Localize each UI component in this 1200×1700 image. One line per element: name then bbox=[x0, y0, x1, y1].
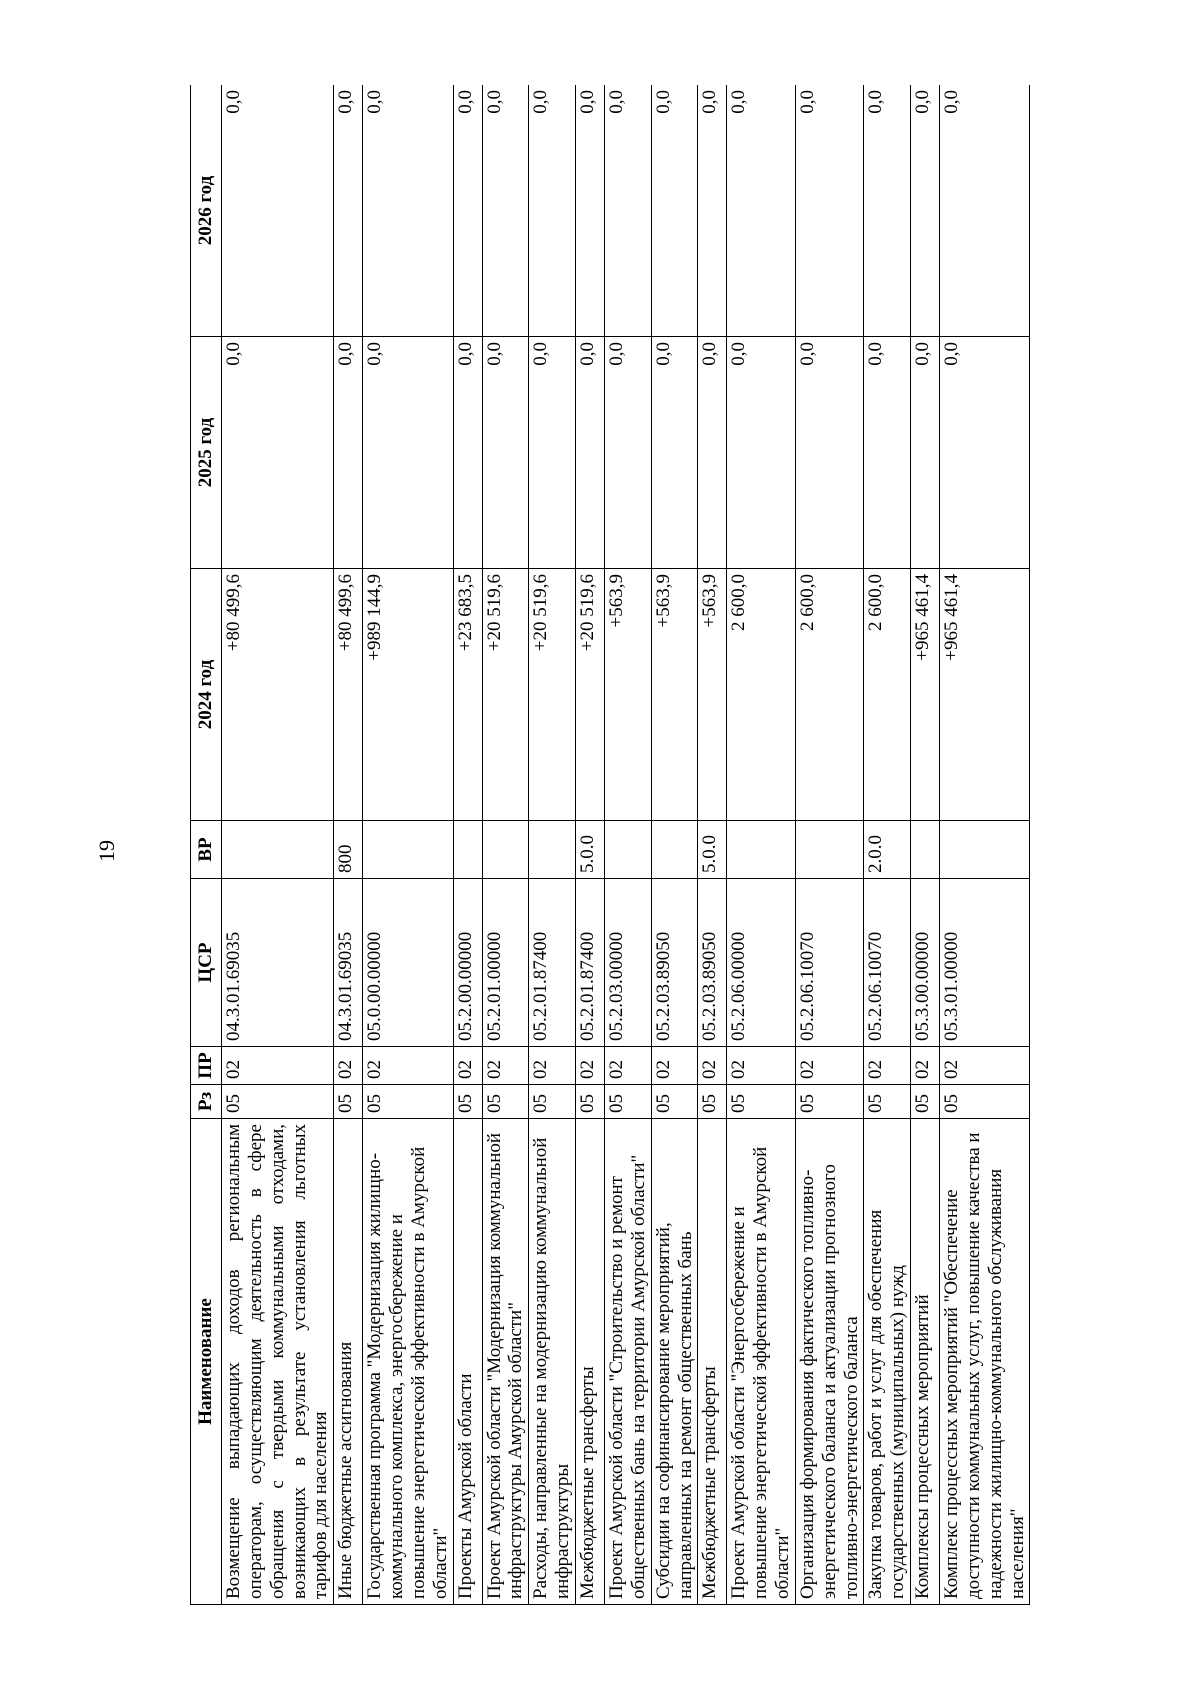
cell-rz: 05 bbox=[334, 1085, 363, 1119]
cell-2025: 0,0 bbox=[604, 337, 651, 569]
cell-csr: 04.3.01.69035 bbox=[222, 879, 334, 1047]
cell-name: Организация формирования фактического топливно-энергетического баланса и актуализации прогнозного топливно-энергетического баланса bbox=[795, 1119, 864, 1605]
cell-2024: +80 499,6 bbox=[334, 569, 363, 821]
cell-rz: 05 bbox=[453, 1085, 482, 1119]
table-row bbox=[864, 85, 911, 1605]
cell-2026: 0,0 bbox=[651, 85, 698, 337]
cell-csr: 05.2.03.89050 bbox=[651, 879, 698, 1047]
cell-rz: 05 bbox=[222, 1085, 334, 1119]
cell-2025: 0,0 bbox=[363, 337, 453, 569]
table-row bbox=[651, 85, 698, 1605]
cell-name: Государственная программа "Модернизация жилищно-коммунального комплекса, энергосбережение и повышение энергетической эффективности в Амурской области" bbox=[363, 1119, 453, 1605]
cell-2026: 0,0 bbox=[363, 85, 453, 337]
header-csr: ЦСР bbox=[191, 879, 222, 1047]
cell-2025: 0,0 bbox=[940, 337, 1030, 569]
cell-rz: 05 bbox=[575, 1085, 604, 1119]
cell-rz: 05 bbox=[940, 1085, 1030, 1119]
cell-2026: 0,0 bbox=[940, 85, 1030, 337]
cell-name: Иные бюджетные ассигнования bbox=[334, 1119, 363, 1605]
cell-2024: +563,9 bbox=[604, 569, 651, 821]
header-2026: 2026 год bbox=[191, 85, 222, 337]
cell-2024: 2 600,0 bbox=[727, 569, 796, 821]
cell-2025: 0,0 bbox=[222, 337, 334, 569]
header-pr: ПР bbox=[191, 1047, 222, 1085]
cell-vr: 800 bbox=[334, 821, 363, 879]
cell-2025: 0,0 bbox=[911, 337, 940, 569]
table-row bbox=[575, 85, 604, 1605]
cell-csr: 04.3.01.69035 bbox=[334, 879, 363, 1047]
cell-2026: 0,0 bbox=[334, 85, 363, 337]
cell-csr: 05.2.00.00000 bbox=[453, 879, 482, 1047]
cell-pr: 02 bbox=[482, 1047, 529, 1085]
cell-pr: 02 bbox=[575, 1047, 604, 1085]
table-row bbox=[363, 85, 453, 1605]
cell-2026: 0,0 bbox=[795, 85, 864, 337]
cell-pr: 02 bbox=[453, 1047, 482, 1085]
cell-2026: 0,0 bbox=[604, 85, 651, 337]
cell-2025: 0,0 bbox=[334, 337, 363, 569]
cell-name: Межбюджетные трансферты bbox=[698, 1119, 727, 1605]
cell-vr bbox=[363, 821, 453, 879]
cell-vr bbox=[453, 821, 482, 879]
cell-2025: 0,0 bbox=[453, 337, 482, 569]
cell-vr bbox=[222, 821, 334, 879]
cell-rz: 05 bbox=[604, 1085, 651, 1119]
table-header-row bbox=[191, 85, 222, 1605]
cell-2025: 0,0 bbox=[864, 337, 911, 569]
cell-rz: 05 bbox=[795, 1085, 864, 1119]
cell-vr bbox=[795, 821, 864, 879]
cell-rz: 05 bbox=[363, 1085, 453, 1119]
header-name: Наименование bbox=[191, 1119, 222, 1605]
cell-2026: 0,0 bbox=[864, 85, 911, 337]
cell-2026: 0,0 bbox=[453, 85, 482, 337]
cell-name: Комплекс процессных мероприятий "Обеспечение доступности коммунальных услуг, повышение качества и надежности жилищно-коммунального обслуживания населения" bbox=[940, 1119, 1030, 1605]
table-row bbox=[482, 85, 529, 1605]
cell-2025: 0,0 bbox=[529, 337, 576, 569]
cell-rz: 05 bbox=[529, 1085, 576, 1119]
table-row bbox=[940, 85, 1030, 1605]
cell-name: Расходы, направленные на модернизацию коммунальной инфраструктуры bbox=[529, 1119, 576, 1605]
cell-2025: 0,0 bbox=[795, 337, 864, 569]
cell-vr: 5.0.0 bbox=[575, 821, 604, 879]
table-row bbox=[604, 85, 651, 1605]
cell-vr bbox=[482, 821, 529, 879]
table-row bbox=[795, 85, 864, 1605]
cell-2024: +20 519,6 bbox=[575, 569, 604, 821]
cell-rz: 05 bbox=[698, 1085, 727, 1119]
cell-pr: 02 bbox=[795, 1047, 864, 1085]
cell-2025: 0,0 bbox=[698, 337, 727, 569]
table-row bbox=[453, 85, 482, 1605]
cell-2024: +989 144,9 bbox=[363, 569, 453, 821]
page-number: 19 bbox=[94, 840, 119, 862]
cell-rz: 05 bbox=[727, 1085, 796, 1119]
cell-vr bbox=[727, 821, 796, 879]
cell-vr bbox=[651, 821, 698, 879]
cell-rz: 05 bbox=[911, 1085, 940, 1119]
cell-csr: 05.2.06.10070 bbox=[795, 879, 864, 1047]
cell-2024: +20 519,6 bbox=[529, 569, 576, 821]
cell-2024: +20 519,6 bbox=[482, 569, 529, 821]
cell-vr bbox=[911, 821, 940, 879]
cell-csr: 05.2.03.00000 bbox=[604, 879, 651, 1047]
cell-name: Комплексы процессных мероприятий bbox=[911, 1119, 940, 1605]
cell-2024: +23 683,5 bbox=[453, 569, 482, 821]
cell-pr: 02 bbox=[604, 1047, 651, 1085]
cell-name: Закупка товаров, работ и услуг для обеспечения государственных (муниципальных) нужд bbox=[864, 1119, 911, 1605]
table-row bbox=[698, 85, 727, 1605]
cell-2024: +563,9 bbox=[651, 569, 698, 821]
cell-rz: 05 bbox=[651, 1085, 698, 1119]
cell-pr: 02 bbox=[222, 1047, 334, 1085]
cell-vr bbox=[604, 821, 651, 879]
cell-csr: 05.0.00.00000 bbox=[363, 879, 453, 1047]
header-rz: Рз bbox=[191, 1085, 222, 1119]
header-2025: 2025 год bbox=[191, 337, 222, 569]
cell-2025: 0,0 bbox=[727, 337, 796, 569]
cell-name: Проекты Амурской области bbox=[453, 1119, 482, 1605]
cell-name: Проект Амурской области "Энергосбережение и повышение энергетической эффективности в Амурской области" bbox=[727, 1119, 796, 1605]
table-row bbox=[334, 85, 363, 1605]
cell-pr: 02 bbox=[727, 1047, 796, 1085]
budget-table bbox=[190, 85, 1030, 1605]
cell-2026: 0,0 bbox=[575, 85, 604, 337]
cell-vr: 5.0.0 bbox=[698, 821, 727, 879]
cell-name: Возмещение выпадающих доходов региональным операторам, осуществляющим деятельность в сфере обращения с твердыми коммунальными отходами, возникающих в результате установления льготных тарифов для населения bbox=[222, 1119, 334, 1605]
cell-pr: 02 bbox=[363, 1047, 453, 1085]
cell-pr: 02 bbox=[334, 1047, 363, 1085]
table-row bbox=[911, 85, 940, 1605]
cell-csr: 05.3.00.00000 bbox=[911, 879, 940, 1047]
budget-table-container bbox=[190, 85, 1070, 1605]
cell-csr: 05.2.01.00000 bbox=[482, 879, 529, 1047]
cell-2025: 0,0 bbox=[651, 337, 698, 569]
cell-pr: 02 bbox=[940, 1047, 1030, 1085]
cell-2026: 0,0 bbox=[222, 85, 334, 337]
cell-2024: 2 600,0 bbox=[864, 569, 911, 821]
cell-vr bbox=[529, 821, 576, 879]
cell-vr: 2.0.0 bbox=[864, 821, 911, 879]
cell-csr: 05.3.01.00000 bbox=[940, 879, 1030, 1047]
table-row bbox=[727, 85, 796, 1605]
cell-csr: 05.2.03.89050 bbox=[698, 879, 727, 1047]
header-vr: ВР bbox=[191, 821, 222, 879]
cell-2025: 0,0 bbox=[575, 337, 604, 569]
cell-csr: 05.2.01.87400 bbox=[575, 879, 604, 1047]
rotated-table-frame bbox=[190, 85, 1070, 1605]
cell-pr: 02 bbox=[651, 1047, 698, 1085]
cell-2026: 0,0 bbox=[727, 85, 796, 337]
cell-pr: 02 bbox=[529, 1047, 576, 1085]
cell-2026: 0,0 bbox=[529, 85, 576, 337]
cell-2025: 0,0 bbox=[482, 337, 529, 569]
cell-name: Проект Амурской области "Модернизация коммунальной инфраструктуры Амурской области" bbox=[482, 1119, 529, 1605]
cell-name: Субсидии на софинансирование мероприятий, направленных на ремонт общественных бань bbox=[651, 1119, 698, 1605]
cell-2026: 0,0 bbox=[911, 85, 940, 337]
cell-csr: 05.2.01.87400 bbox=[529, 879, 576, 1047]
cell-2024: 2 600,0 bbox=[795, 569, 864, 821]
cell-name: Межбюджетные трансферты bbox=[575, 1119, 604, 1605]
cell-pr: 02 bbox=[864, 1047, 911, 1085]
cell-2024: +965 461,4 bbox=[940, 569, 1030, 821]
table-row bbox=[529, 85, 576, 1605]
header-2024: 2024 год bbox=[191, 569, 222, 821]
cell-2026: 0,0 bbox=[698, 85, 727, 337]
cell-2024: +965 461,4 bbox=[911, 569, 940, 821]
cell-pr: 02 bbox=[698, 1047, 727, 1085]
cell-rz: 05 bbox=[864, 1085, 911, 1119]
cell-pr: 02 bbox=[911, 1047, 940, 1085]
cell-2024: +80 499,6 bbox=[222, 569, 334, 821]
cell-2026: 0,0 bbox=[482, 85, 529, 337]
cell-2024: +563,9 bbox=[698, 569, 727, 821]
cell-vr bbox=[940, 821, 1030, 879]
cell-csr: 05.2.06.00000 bbox=[727, 879, 796, 1047]
cell-csr: 05.2.06.10070 bbox=[864, 879, 911, 1047]
table-row bbox=[222, 85, 334, 1605]
cell-rz: 05 bbox=[482, 1085, 529, 1119]
cell-name: Проект Амурской области "Строительство и ремонт общественных бань на территории Амурской области" bbox=[604, 1119, 651, 1605]
